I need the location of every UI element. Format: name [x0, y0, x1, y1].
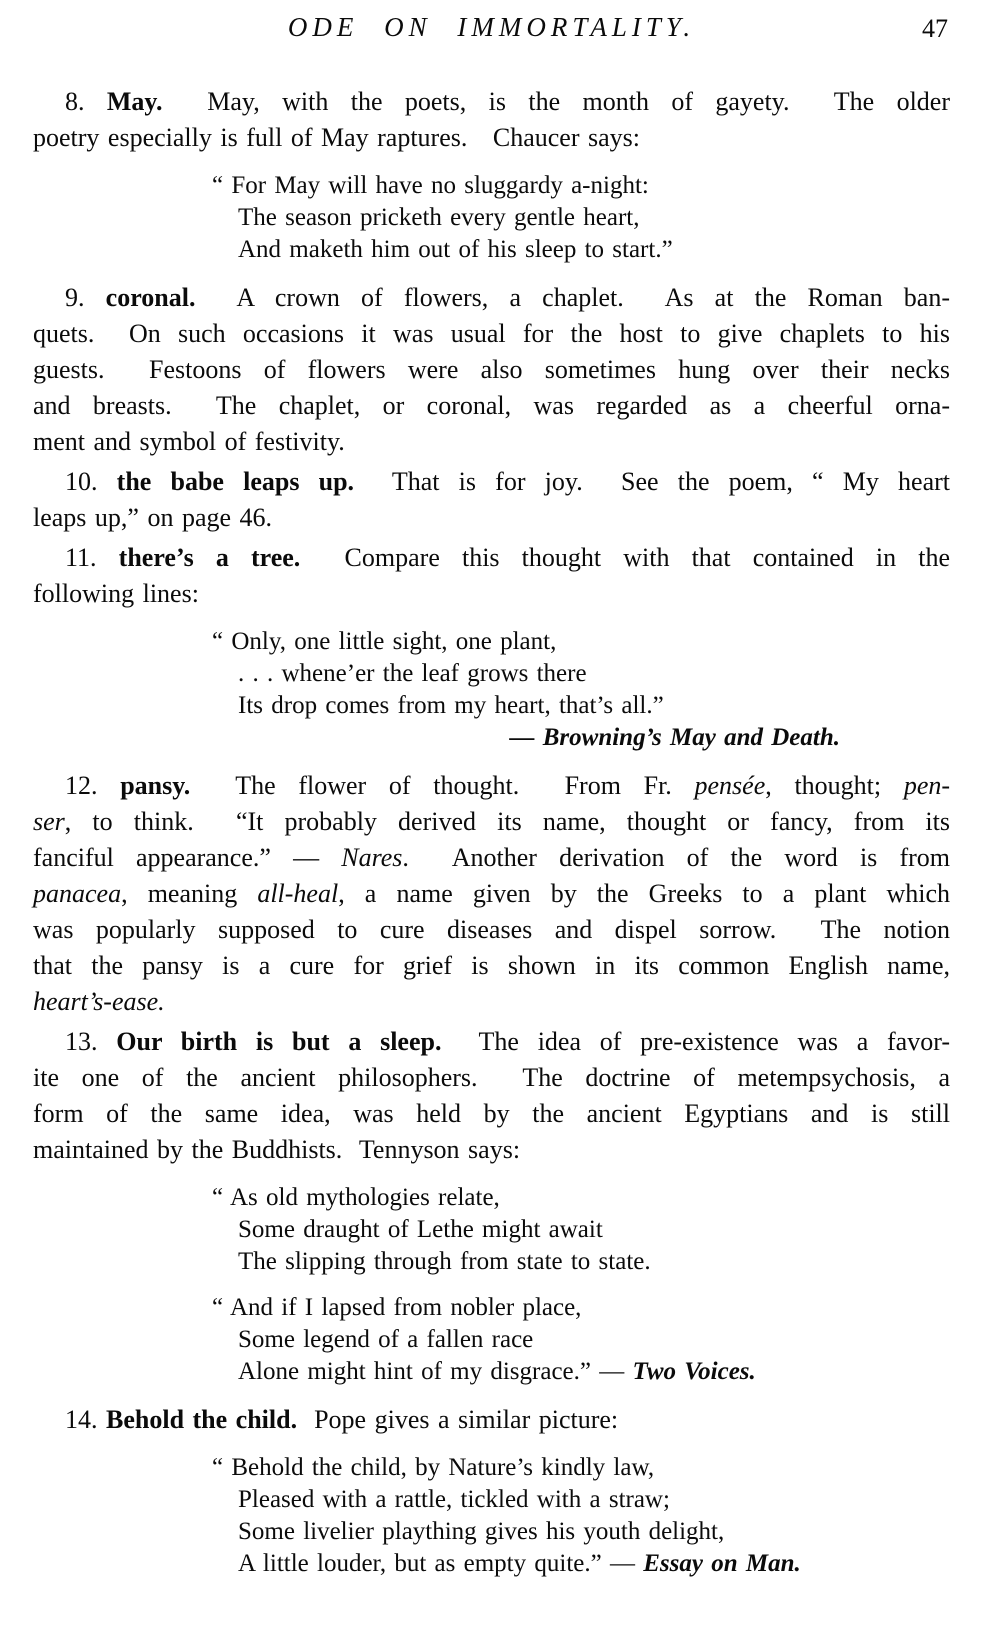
- page-header: [33, 12, 950, 46]
- text-line: [33, 804, 950, 840]
- text-line: [33, 658, 950, 690]
- text-line: [33, 1096, 950, 1132]
- text-segment: all-heal: [257, 879, 339, 908]
- text-line: [33, 1324, 950, 1356]
- note-14: [33, 1402, 950, 1438]
- text-line: [33, 1402, 950, 1438]
- text-segment: poetry especially is full of May raptures. Chaucer says:: [33, 123, 640, 152]
- note-12: [33, 768, 950, 1020]
- text-segment: coronal.: [105, 283, 196, 312]
- note-8: [33, 84, 950, 156]
- text-line: [33, 388, 950, 424]
- text-segment: May, with the poets, is the month of gayety. The older: [162, 87, 951, 116]
- text-line: [33, 234, 950, 266]
- text-line: [33, 948, 950, 984]
- text-segment: Pope gives a similar picture:: [297, 1405, 619, 1434]
- text-segment: Nares: [341, 843, 403, 872]
- note-10: [33, 464, 950, 536]
- quote-pope: [33, 1452, 950, 1580]
- text-segment: ite one of the ancient philosophers. The doctrine of metempsychosis, a: [33, 1063, 950, 1092]
- text-segment: pensée: [694, 771, 766, 800]
- text-segment: The idea of pre-existence was a favor-: [441, 1027, 951, 1056]
- text-segment: , a name given by the Greeks to a plant which: [338, 879, 951, 908]
- text-segment: “ And if I lapsed from nobler place,: [212, 1294, 582, 1321]
- note-9: [33, 280, 950, 460]
- text-line: [33, 500, 950, 536]
- text-segment: fanciful appearance.” —: [33, 843, 342, 872]
- text-segment: Pleased with a rattle, tickled with a straw;: [238, 1486, 670, 1513]
- text-segment: Some draught of Lethe might await: [238, 1216, 603, 1243]
- quote-tennyson-2: [33, 1292, 950, 1388]
- text-segment: 12.: [65, 771, 121, 800]
- text-segment: that the pansy is a cure for grief is shown in its common English name,: [33, 951, 950, 980]
- text-segment: 9.: [65, 283, 106, 312]
- text-line: [33, 540, 950, 576]
- text-segment: A little louder, but as empty quite.” —: [238, 1550, 644, 1577]
- text-segment: Behold the child.: [106, 1405, 298, 1434]
- note-13: [33, 1024, 950, 1168]
- text-segment: 13.: [65, 1027, 117, 1056]
- quote-tennyson-1: [33, 1182, 950, 1278]
- text-segment: 14.: [65, 1405, 106, 1434]
- text-line: [33, 202, 950, 234]
- text-line: [33, 840, 950, 876]
- text-segment: there’s a tree.: [118, 543, 301, 572]
- text-line: [33, 1060, 950, 1096]
- text-line: [33, 1484, 950, 1516]
- running-title: ODE ON IMMORTALITY.: [287, 12, 696, 42]
- text-segment: , meaning: [121, 879, 258, 908]
- text-line: [33, 768, 950, 804]
- page-body: [33, 84, 950, 1580]
- text-segment: , thought;: [765, 771, 904, 800]
- text-segment: . . . whene’er the leaf grows there: [238, 660, 587, 687]
- text-line: [33, 1182, 950, 1214]
- text-line: [33, 280, 950, 316]
- text-segment: and breasts. The chaplet, or coronal, was regarded as a cheerful orna-: [33, 391, 950, 420]
- text-segment: leaps up,” on page 46.: [33, 503, 273, 532]
- text-segment: Its drop comes from my heart, that’s all.”: [238, 692, 664, 719]
- text-segment: following lines:: [33, 579, 199, 608]
- text-line: [33, 170, 950, 202]
- text-segment: pen-: [903, 771, 951, 800]
- quote-chaucer: [33, 170, 950, 266]
- text-segment: quets. On such occasions it was usual for the host to give chaplets to his: [33, 319, 950, 348]
- text-segment: “ As old mythologies relate,: [212, 1184, 500, 1211]
- text-segment: “ Only, one little sight, one plant,: [212, 628, 557, 655]
- text-segment: form of the same idea, was held by the ancient Egyptians and is still: [33, 1099, 950, 1128]
- text-line: [33, 626, 950, 658]
- text-line: [33, 1024, 950, 1060]
- text-segment: heart’s-ease.: [33, 987, 165, 1016]
- text-segment: was popularly supposed to cure diseases and dispel sorrow. The notion: [33, 915, 950, 944]
- text-line: [33, 690, 950, 722]
- quote-attribution: — Browning’s May and Death.: [509, 724, 840, 751]
- text-segment: 8.: [65, 87, 107, 116]
- text-segment: the babe leaps up.: [116, 467, 355, 496]
- text-line: [33, 876, 950, 912]
- text-segment: The season pricketh every gentle heart,: [238, 204, 640, 231]
- text-segment: Compare this thought with that contained in the: [300, 543, 950, 572]
- text-segment: maintained by the Buddhists. Tennyson says:: [33, 1135, 521, 1164]
- text-line: [33, 424, 950, 460]
- text-segment: Essay on Man.: [643, 1550, 801, 1577]
- text-line: [33, 352, 950, 388]
- text-line: [33, 1292, 950, 1324]
- text-segment: May.: [106, 87, 163, 116]
- text-segment: panacea: [33, 879, 122, 908]
- text-line: [33, 984, 950, 1020]
- text-line: [33, 1356, 950, 1388]
- text-segment: That is for joy. See the poem, “ My heart: [354, 467, 950, 496]
- text-segment: guests. Festoons of flowers were also sometimes hung over their necks: [33, 355, 950, 384]
- text-line: [33, 1214, 950, 1246]
- text-line: [33, 1452, 950, 1484]
- text-segment: ser: [33, 807, 65, 836]
- text-line: [33, 1516, 950, 1548]
- page-number: 47: [922, 14, 948, 43]
- text-line: [33, 576, 950, 612]
- text-segment: Two Voices.: [632, 1358, 756, 1385]
- text-line: [33, 1246, 950, 1278]
- text-segment: Some legend of a fallen race: [238, 1326, 534, 1353]
- text-line: [33, 316, 950, 352]
- text-segment: And maketh him out of his sleep to start.”: [238, 236, 673, 263]
- text-line: [33, 464, 950, 500]
- text-line: [33, 1132, 950, 1168]
- text-segment: 11.: [65, 543, 119, 572]
- text-segment: 10.: [65, 467, 117, 496]
- text-segment: A crown of flowers, a chaplet. As at the Roman ban-: [195, 283, 951, 312]
- text-segment: Our birth is but a sleep.: [116, 1027, 442, 1056]
- text-segment: “ Behold the child, by Nature’s kindly law,: [212, 1454, 655, 1481]
- text-segment: Some livelier plaything gives his youth delight,: [238, 1518, 725, 1545]
- text-segment: . Another derivation of the word is from: [402, 843, 950, 872]
- text-line: [33, 1548, 950, 1580]
- text-segment: The flower of thought. From Fr.: [190, 771, 695, 800]
- text-segment: Alone might hint of my disgrace.” —: [238, 1358, 633, 1385]
- text-segment: “ For May will have no sluggardy a-night:: [212, 172, 649, 199]
- text-line: [33, 120, 950, 156]
- text-line: [33, 912, 950, 948]
- note-11: [33, 540, 950, 612]
- text-segment: The slipping through from state to state.: [238, 1248, 651, 1275]
- text-segment: , to think. “It probably derived its name, thought or fancy, from its: [64, 807, 950, 836]
- text-segment: ment and symbol of festivity.: [33, 427, 345, 456]
- text-segment: pansy.: [120, 771, 191, 800]
- text-line: [33, 84, 950, 120]
- quote-browning: [33, 626, 950, 754]
